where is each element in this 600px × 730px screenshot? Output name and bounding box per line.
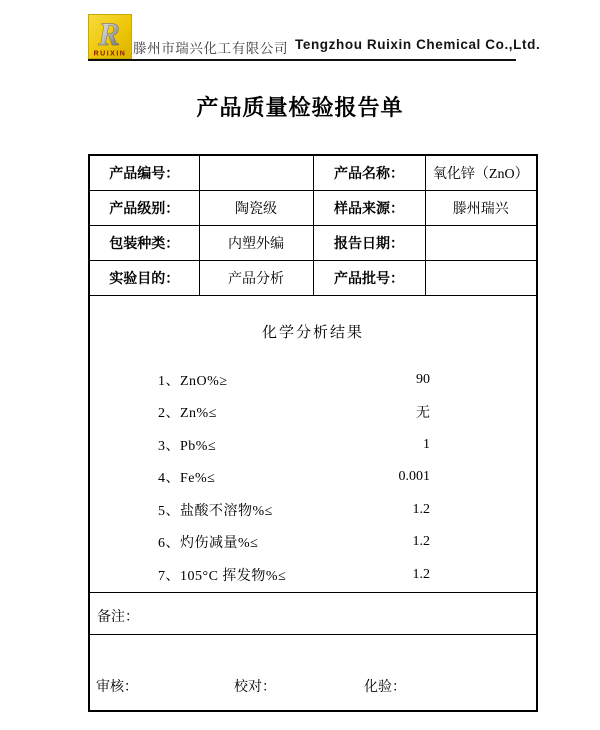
analysis-item — [90, 363, 536, 396]
logo-letter-r: R — [97, 17, 121, 53]
company-name-cn: 滕州市瑞兴化工有限公司 — [133, 41, 289, 56]
remarks-row — [89, 592, 537, 634]
info-row-1 — [89, 155, 537, 190]
analysis-item-value: 1.2 — [412, 501, 430, 517]
analysis-heading: 化学分析结果 — [261, 325, 364, 342]
analysis-item — [90, 558, 536, 591]
package-type-value: 内塑外编 — [199, 225, 313, 260]
ruixin-logo-icon — [88, 14, 132, 59]
remarks-label: 备注： — [97, 609, 139, 625]
report-table — [88, 154, 538, 712]
analysis-item — [90, 396, 536, 429]
test-purpose-value: 产品分析 — [199, 260, 313, 295]
product-name-label: 产品名称： — [313, 155, 425, 190]
analysis-items — [90, 363, 536, 591]
analysis-item-value: 1.2 — [412, 534, 430, 549]
signatures-row — [89, 634, 537, 711]
analysis-item-name: 1、ZnO%≥ — [158, 373, 228, 389]
signatures-section — [89, 634, 537, 711]
header-divider — [88, 59, 516, 61]
analysis-item-value: 1.2 — [412, 566, 430, 582]
product-grade-value: 陶瓷级 — [199, 190, 313, 225]
analysis-section — [89, 295, 537, 592]
analysis-item — [90, 526, 536, 559]
product-code-label: 产品编号： — [89, 155, 199, 190]
analysis-item-name: 5、盐酸不溶物%≤ — [158, 503, 273, 519]
analysis-item-name: 7、105°C 挥发物%≤ — [158, 568, 287, 584]
sample-source-label: 样品来源： — [313, 190, 425, 225]
info-row-2 — [89, 190, 537, 225]
analysis-item-name: 3、Pb%≤ — [158, 438, 217, 454]
analysis-item-name: 2、Zn%≤ — [158, 406, 217, 421]
analysis-item-value: 1 — [423, 436, 430, 452]
analysis-item-value: 0.001 — [398, 469, 430, 484]
proofread-label: 校对： — [234, 679, 276, 695]
test-purpose-label: 实验目的： — [89, 260, 199, 295]
info-row-3 — [89, 225, 537, 260]
sample-source-value: 滕州瑞兴 — [425, 190, 537, 225]
batch-number-label: 产品批号： — [313, 260, 425, 295]
company-logo — [88, 14, 132, 59]
analysis-item-name: 6、灼伤减量%≤ — [158, 536, 259, 551]
analysis-item — [90, 428, 536, 461]
info-row-4 — [89, 260, 537, 295]
company-name-en: Tengzhou Ruixin Chemical Co.,Ltd. — [295, 37, 541, 52]
analysis-row — [89, 295, 537, 592]
analysis-item-name: 4、Fe%≤ — [158, 471, 216, 486]
report-date-label: 报告日期： — [313, 225, 425, 260]
logo-brand-text: RUIXIN — [93, 50, 127, 58]
package-type-label: 包装种类： — [89, 225, 199, 260]
analysis-item-value: 90 — [416, 371, 430, 387]
review-label: 审核： — [96, 679, 138, 695]
product-name-value: 氧化锌（ZnO） — [425, 155, 537, 190]
remarks-section — [89, 592, 537, 634]
batch-number-value — [425, 260, 537, 295]
analysis-item — [90, 493, 536, 526]
product-code-value — [199, 155, 313, 190]
test-label: 化验： — [364, 679, 406, 695]
analysis-item — [90, 461, 536, 494]
report-date-value — [425, 225, 537, 260]
product-grade-label: 产品级别： — [89, 190, 199, 225]
analysis-item-value: 无 — [416, 406, 430, 421]
page-title: 产品质量检验报告单 — [196, 95, 404, 120]
